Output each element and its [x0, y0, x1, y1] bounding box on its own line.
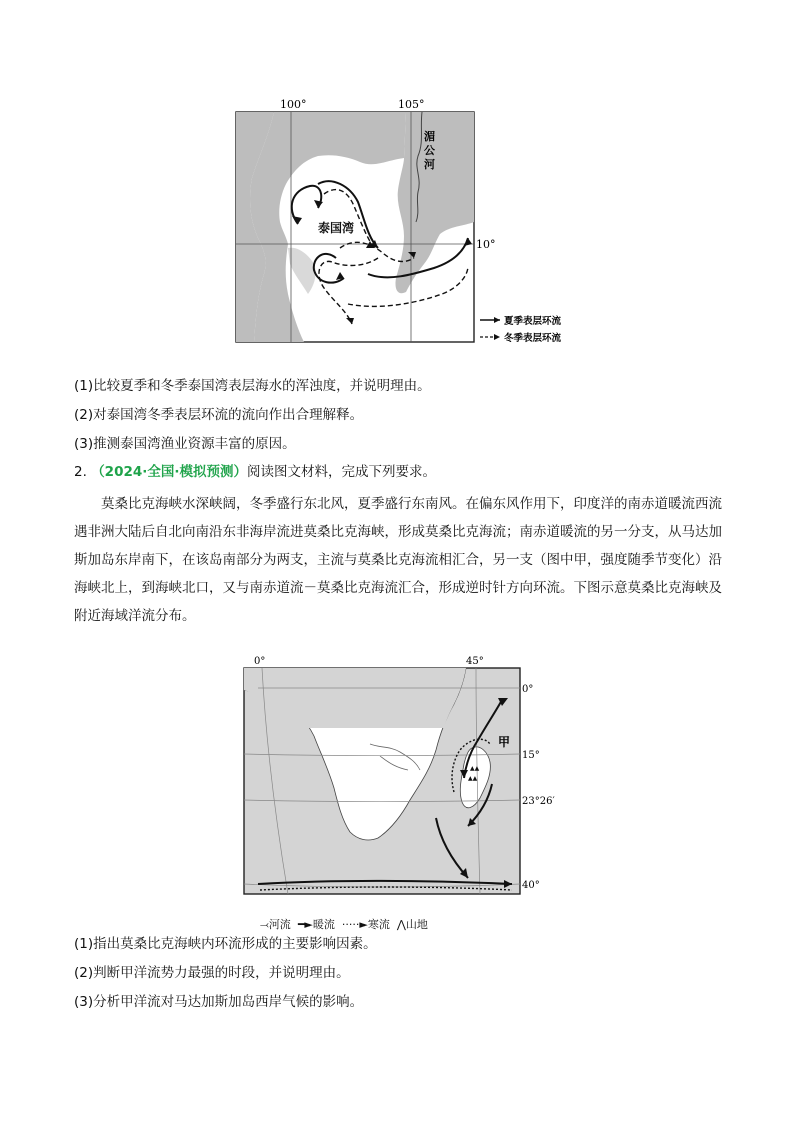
legend-winter: 冬季表层环流: [504, 333, 562, 344]
river-char-2: 公: [424, 144, 435, 157]
lat-15-label: 15°: [522, 750, 540, 761]
warm-current-legend-icon: ━►: [297, 918, 313, 931]
q2-source-tag: （2024·全国·模拟预测）: [91, 464, 248, 480]
q2-number: 2.: [74, 464, 87, 480]
cold-current-legend-icon: ·····►: [341, 918, 368, 931]
mozambique-channel-map: [240, 652, 560, 914]
q2-item-1: (1)指出莫桑比克海峡内环流形成的主要影响因素。: [74, 936, 377, 952]
legend-summer: 夏季表层环流: [504, 316, 562, 327]
river-char-3: 河: [424, 158, 435, 171]
q2-paragraph-text: 莫桑比克海峡水深峡阔，冬季盛行东北风，夏季盛行东南风。在偏东风作用下，印度洋的南赤道暖流西流遇非洲大陆后自北向南沿东非海岸流进莫桑比克海峡，形成莫桑比克海流；南赤道暖流的另一分支，从马达加斯加岛东岸南下，在该岛南部分为两支，主流与莫桑比克海流相汇合，另一支（图中甲，强度随季节变化）沿海峡北上，到海峡北口，又与南赤道流－莫桑比克海流汇合，形成逆时针方向环流。下图示意莫桑比克海峡及附近海域洋流分布。: [74, 496, 722, 624]
gulf-label: 泰国湾: [318, 221, 355, 235]
q1-item-3: (3)推测泰国湾渔业资源丰富的原因。: [74, 436, 296, 452]
legend-warm: 暖流: [312, 918, 335, 931]
q2-header: [74, 462, 436, 482]
q2-item-3: (3)分析甲洋流对马达加斯加岛西岸气候的影响。: [74, 994, 364, 1010]
lon-0-label: 0°: [254, 656, 266, 667]
lon-100-label: 100°: [280, 98, 307, 111]
gulf-of-thailand-map: [228, 98, 578, 350]
q2-item-2: (2)判断甲洋流势力最强的时段，并说明理由。: [74, 965, 350, 981]
jia-label: 甲: [498, 735, 511, 749]
lat-40-label: 40°: [522, 880, 540, 891]
svg-text:▲▲: ▲▲: [470, 765, 480, 772]
q2-material-paragraph: [74, 490, 726, 630]
q2-instruction: 阅读图文材料，完成下列要求。: [247, 464, 437, 480]
legend-river: 河流: [268, 918, 291, 931]
svg-text:▲▲: ▲▲: [468, 775, 478, 782]
q1-item-1: (1)比较夏季和冬季泰国湾表层海水的浑浊度，并说明理由。: [74, 378, 431, 394]
lat-10-label: 10°: [476, 238, 496, 251]
mountain-legend-icon: ⋀: [396, 918, 406, 931]
river-char-1: 湄: [424, 130, 435, 143]
fig2-legend: [260, 918, 428, 932]
legend-cold: 寒流: [367, 918, 390, 931]
lat-0-label: 0°: [522, 684, 534, 695]
lat-2326-label: 23°26′: [522, 796, 555, 807]
lon-45-label: 45°: [466, 656, 484, 667]
river-legend-icon: ⤙: [260, 918, 269, 931]
legend-mountain: 山地: [405, 918, 428, 931]
lon-105-label: 105°: [398, 98, 425, 111]
q1-item-2: (2)对泰国湾冬季表层环流的流向作出合理解释。: [74, 407, 364, 423]
